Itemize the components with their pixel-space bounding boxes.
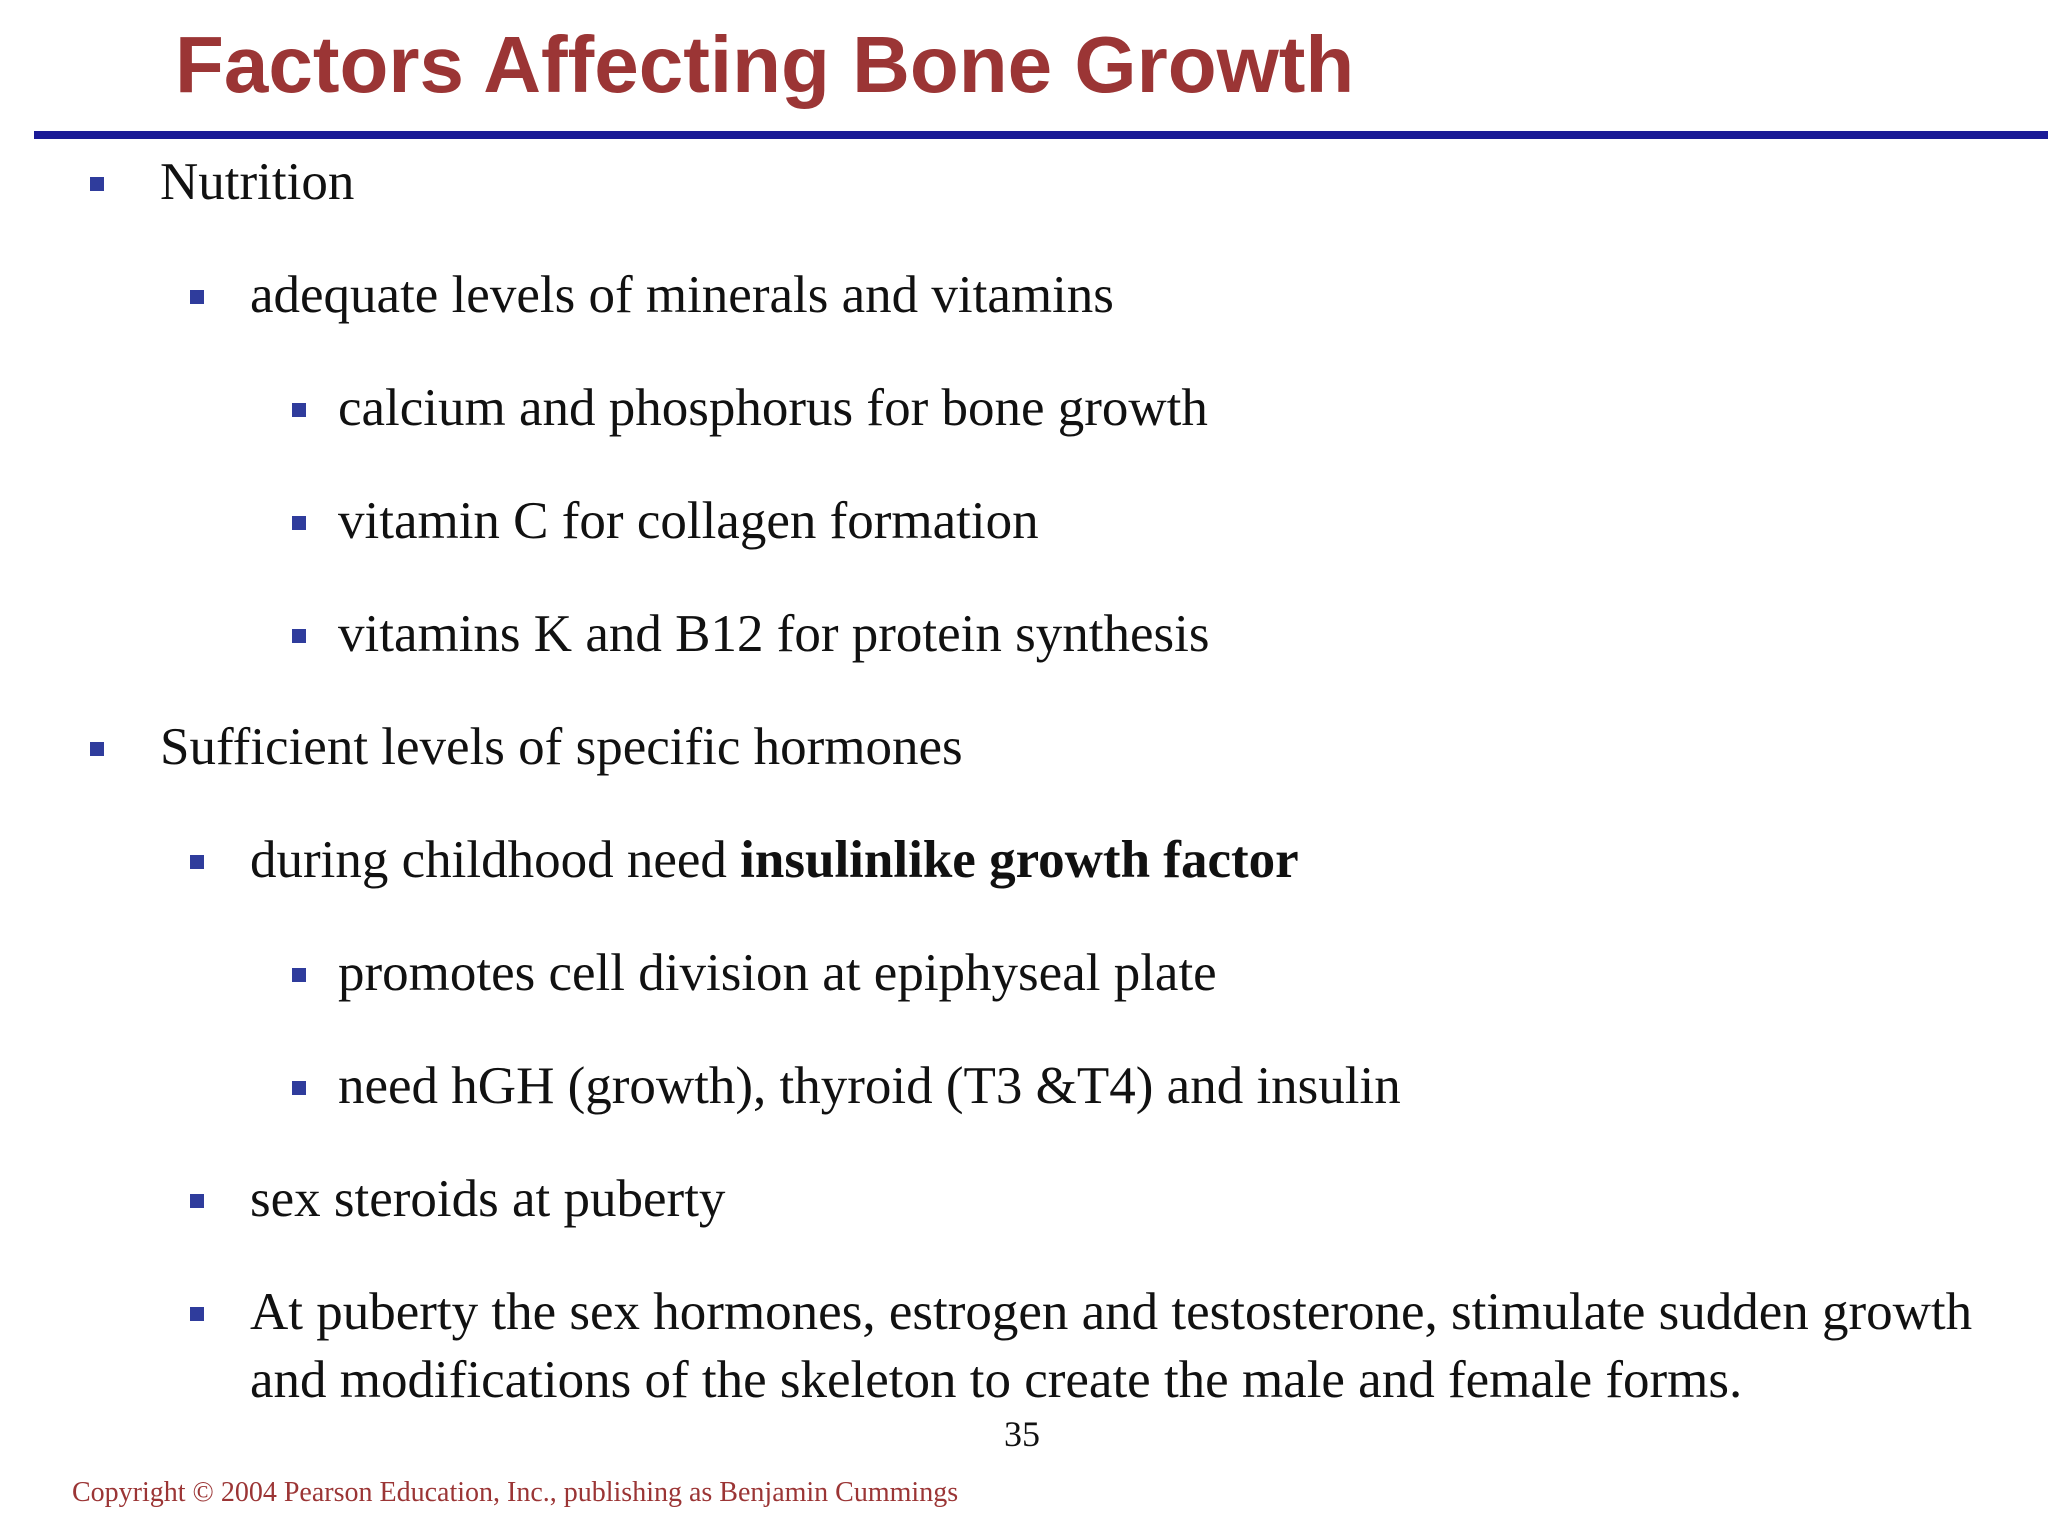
bullet-text: Sufficient levels of specific hormones (160, 718, 963, 776)
square-bullet-icon (292, 516, 306, 530)
square-bullet-icon (292, 968, 306, 982)
bullet-vitamin-c (338, 487, 1039, 555)
copyright-notice: Copyright © 2004 Pearson Education, Inc., publishing as Benjamin Cummings (72, 1477, 959, 1508)
bullet-text: adequate levels of minerals and vitamins (250, 266, 1114, 324)
bullet-text: vitamin C for collagen formation (338, 492, 1039, 550)
square-bullet-icon (190, 1194, 204, 1208)
bullet-nutrition (160, 148, 354, 216)
square-bullet-icon (190, 1307, 204, 1321)
bullet-calcium-phosphorus (338, 374, 1208, 442)
page-number: 35 (1004, 1414, 1040, 1454)
square-bullet-icon (190, 290, 204, 304)
bullet-minerals-vitamins (250, 261, 1114, 329)
bullet-text: Nutrition (160, 153, 355, 211)
slide-title: Factors Affecting Bone Growth (175, 20, 1355, 109)
square-bullet-icon (292, 629, 306, 643)
title-divider (34, 131, 2048, 139)
bullet-text: need hGH (growth), thyroid (T3 &T4) and insulin (338, 1057, 1401, 1115)
bullet-text: sex steroids at puberty (250, 1170, 726, 1228)
bullet-text (250, 831, 1299, 889)
bullet-puberty-hormones (250, 1278, 2010, 1414)
bullet-text-plain: during childhood need (250, 831, 741, 889)
bullet-hgh-thyroid-insulin (338, 1052, 1401, 1120)
bullet-text: promotes cell division at epiphyseal plate (338, 944, 1217, 1002)
square-bullet-icon (190, 855, 204, 869)
bullet-text-bold: insulinlike growth factor (740, 831, 1299, 889)
bullet-cell-division (338, 939, 1217, 1007)
square-bullet-icon (292, 403, 306, 417)
square-bullet-icon (292, 1081, 306, 1095)
bullet-text: At puberty the sex hormones, estrogen and testosterone, stimulate sudden growth and modifications of the skeleton to create the male and female forms. (250, 1283, 1973, 1409)
bullet-text: vitamins K and B12 for protein synthesis (338, 605, 1210, 663)
square-bullet-icon (90, 177, 104, 191)
bullet-childhood-igf (250, 826, 1299, 894)
bullet-vitamins-k-b12 (338, 600, 1209, 668)
bullet-hormones (160, 713, 963, 781)
square-bullet-icon (90, 742, 104, 756)
bullet-text: calcium and phosphorus for bone growth (338, 379, 1208, 437)
bullet-sex-steroids (250, 1165, 725, 1233)
